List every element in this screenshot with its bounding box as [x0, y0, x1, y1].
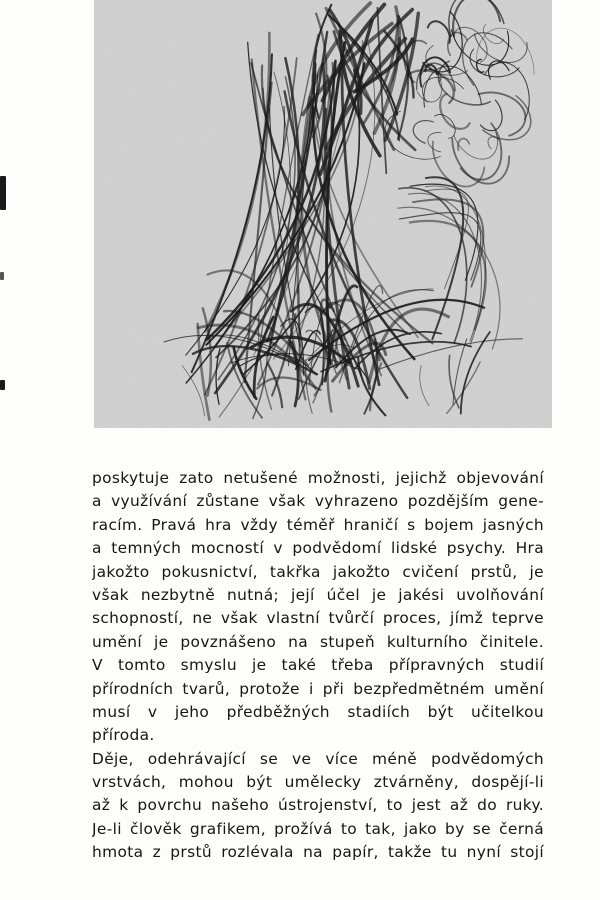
text-line: Děje, odehrávající se ve více méně podvědomých [92, 749, 544, 768]
text-line: Je-li člověk grafikem, prožívá to tak, jako by se černá [92, 819, 544, 838]
text-line: poskytuje zato netušené možnosti, jejichž objevování [92, 469, 544, 487]
article-text [92, 467, 544, 865]
binding-staple-mark [0, 380, 5, 390]
binding-staple-mark [0, 272, 4, 280]
text-line: přírodních tvarů, protože i při bezpředmětném umění [92, 679, 544, 698]
text-line: musí v jeho předběžných stadiích být učitelkou [92, 702, 544, 721]
charcoal-sketch-drawing [94, 0, 552, 428]
text-line: schopností, ne však vlastní tvůrčí proces, jímž teprve [92, 609, 544, 628]
text-line: racím. Pravá hra vždy téměř hraničí s bojem jasných [92, 515, 544, 534]
text-line: však nezbytně nutná; její účel je jakési uvolňování [92, 585, 544, 604]
binding-staple-mark [0, 176, 6, 210]
text-line: až k povrchu našeho ústrojenství, to jest až do ruky. [92, 796, 544, 815]
text-line: vrstvách, mohou být umělecky ztvárněny, dospějí-li [92, 773, 544, 792]
paragraph [92, 748, 544, 865]
text-line: V tomto smyslu je také třeba přípravných studií [92, 656, 544, 675]
paragraph [92, 467, 544, 748]
text-line: jakožto pokusnictví, takřka jakožto cvičení prstů, je [92, 562, 544, 581]
text-line: umění je povznášeno na stupeň kulturního činitele. [92, 632, 544, 651]
text-line: a temných mocností v podvědomí lidské psychy. Hra [92, 539, 544, 558]
text-line: hmota z prstů rozlévala na papír, takže tu nyní stojí [92, 843, 544, 862]
charcoal-sketch-illustration [94, 0, 552, 428]
text-line: příroda. [92, 726, 155, 745]
text-line: a využívání zůstane však vyhrazeno pozdějším gene- [92, 492, 544, 511]
